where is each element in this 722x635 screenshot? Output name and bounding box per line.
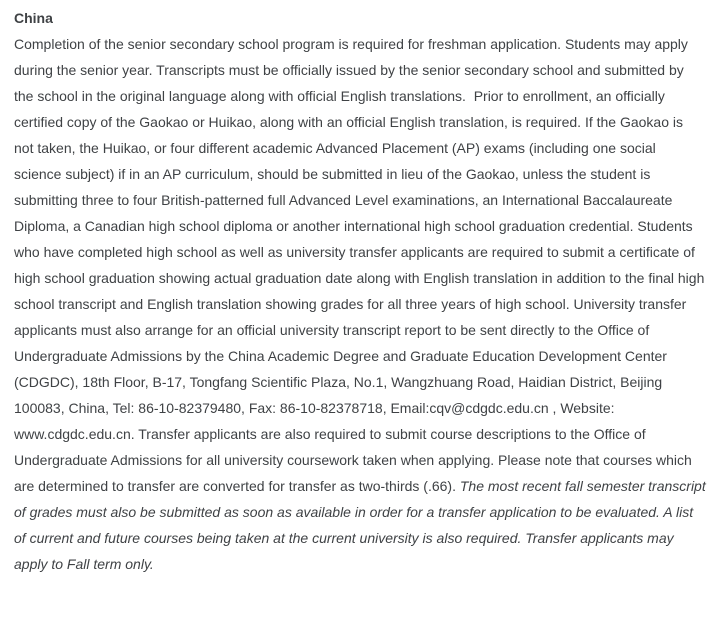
requirements-paragraph — [14, 31, 710, 577]
requirements-text: Completion of the senior secondary school program is required for freshman application. Students may apply during the senior year. Transcripts must be officially issued by the senior secondary school and submitted by the school in the original language along with official English translations. Prior to enrollment, an officially certified copy of the Gaokao or Huikao, along with an official English translation, is required. If the Gaokao is not taken, the Huikao, or four different academic Advanced Placement (AP) exams (including one social science subject) if in an AP curriculum, should be submitted in lieu of the Gaokao, unless the student is submitting three to four British-patterned full Advanced Level examinations, an International Baccalaureate Diploma, a Canadian high school diploma or another international high school graduation credential. Students who have completed high school as well as university transfer applicants are required to submit a certificate of high school graduation showing actual graduation date along with English translation in addition to the final high school transcript and English translation showing grades for all three years of high school. University transfer applicants must also arrange for an official university transcript report to be sent directly to the Office of Undergraduate Admissions by the China Academic Degree and Graduate Education Development Center (CDGDC), 18th Floor, B-17, Tongfang Scientific Plaza, No.1, Wangzhuang Road, Haidian District, Beijing 100083, China, Tel: 86-10-82379480, Fax: 86-10-82378718, Email:cqv@cdgdc.edu.cn , Website: www.cdgdc.edu.cn. Transfer applicants are also required to submit course descriptions to the Office of Undergraduate Admissions for all university coursework taken when applying. Please note that courses which are determined to transfer are converted for transfer as two-thirds (.66). — [14, 36, 709, 494]
country-heading: China — [14, 10, 53, 26]
requirements-italic-note: The most recent fall semester transcript of grades must also be submitted as soon as available in order for a transfer application to be evaluated. A list of current and future courses being taken at the current university is also required. Transfer applicants may apply to Fall term only. — [14, 478, 710, 572]
